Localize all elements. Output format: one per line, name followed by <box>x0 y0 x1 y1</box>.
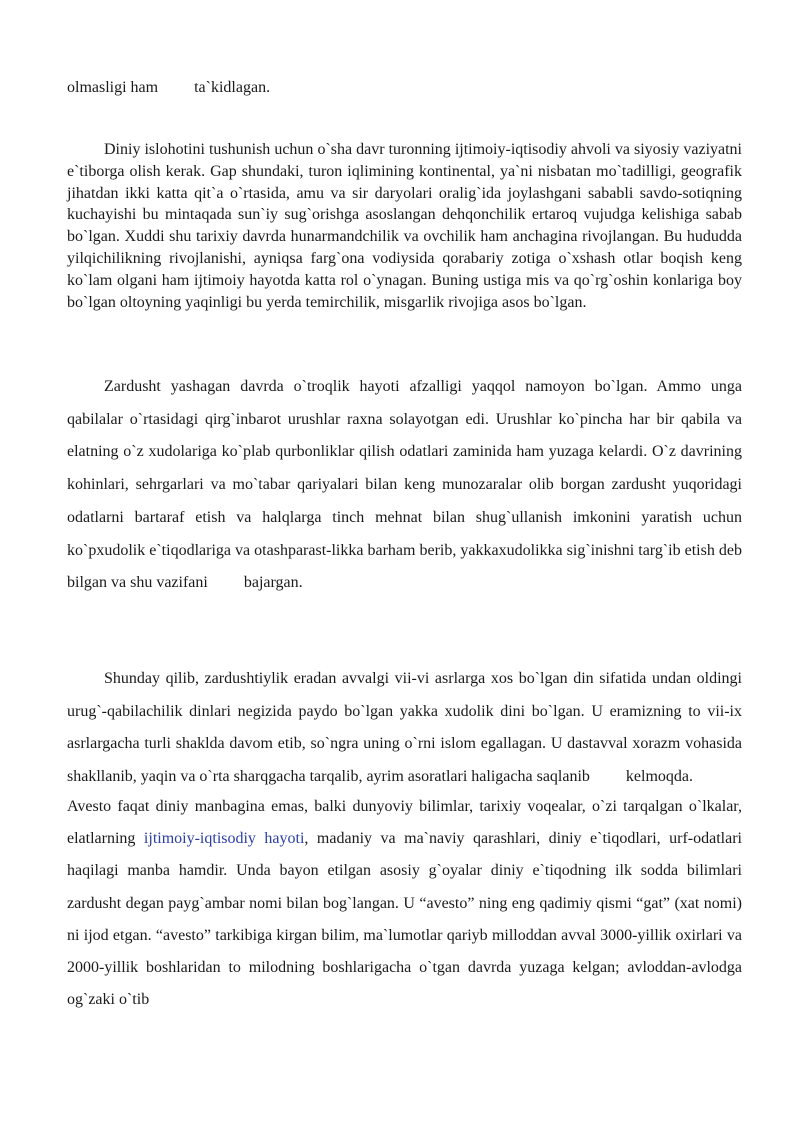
paragraph-zarathustra-end-a: vazifani <box>156 574 208 592</box>
continuation-text-b: ta`kidlagan. <box>194 79 271 96</box>
paragraph-zoroastrianism <box>67 663 742 793</box>
continuation-text-a: olmasligi ham <box>67 79 159 96</box>
paragraph-zarathustra-end-b: bajargan. <box>243 574 303 592</box>
paragraph-zoroastrianism-text: Shunday qilib, zardushtiylik eradan avvalgi vii-vi asrlarga xos bo`lgan din sifatida undan oldingi urug`-qabilachilik dinlari negizida paydo bo`lgan yakka xudolik dini bo`lgan. U eramizning to vii-ix asrlargacha turli shaklda davom etib, so`ngra uning o`rni islom egallagan. U dastavval xorazm vohasida shakllanib, yaqin va o`rta sharqgacha <box>67 670 742 785</box>
socio-economic-life-link[interactable]: ijtimoiy-iqtisodiy hayoti <box>143 830 305 848</box>
paragraph-avesto <box>67 791 742 1016</box>
paragraph-zarathustra-text: Zardusht yashagan davrda o`troqlik hayoti afzalligi yaqqol namoyon bo`lgan. Ammo unga qabilalar o`rtasidagi qirg`inbarot urushlar raxna solayotgan edi. Urushlar ko`pincha har bir qabila va elatning o`z xudolariga ko`plab qurbonliklar qilish odatlari zaminida ham yuzaga kelardi. O`z davrining kohinlari, sehrgarlari va mo`tabar qariyalari bilan keng munozaralar olib borgan zardusht yuqoridagi odatlarni bartaraf etish va halqlarga tinch mehnat bilan shug`ullanish imkonini yaratish uchun ko`pxudolik e`tiqodlariga va otashparast-likka barham berib, yakkaxudolikka sig`inishni targ`ib etish deb bilgan va shu <box>67 378 742 592</box>
paragraph-zarathustra-era <box>67 371 742 600</box>
paragraph-zoroastrianism-end-b: kelmoqda. <box>625 767 693 785</box>
paragraph-avesto-before-link: Avesto faqat diniy manbagina emas, balki dunyoviy bilimlar, tarixiy voqealar, o`zi tarqalgan o`lkalar, elatlarning <box>67 798 742 848</box>
paragraph-avesto-after-link: , madaniy va ma`naviy qarashlari, diniy e`tiqodlari, urf-odatlari haqilagi manba hamdir. Unda bayon etilgan asosiy g`oyalar diniy e`tiqodning ilk sodda bilimlari zardusht degan payg`ambar nomi bilan bog`langan. U “avesto” ning eng qadimiy qismi “gat” (xat nomi) ni ijod etgan. “avesto” tarkibiga kirgan bilim, ma`lumotlar qariyb milloddan avval 3000-yillik oxirlari va 2000-yillik boshlaridan to milodning boshlarigacha o`tgan davrda yuzaga kelgan; avloddan-avlodga og`zaki o`tib <box>67 830 742 1009</box>
continuation-line <box>67 76 270 100</box>
paragraph-religious-reform: Diniy islohotini tushunish uchun o`sha davr turonning ijtimoiy-iqtisodiy ahvoli va siyosiy vaziyatni e`tiborga olish kerak. Gap shundaki, turon iqlimining kontinental, ya`ni nisbatan mo`tadilligi, geografik jihatdan ikki katta qit`a o`rtasida, amu va sir daryolari oralig`ida joylashgani sababli savdo-sotiqning kuchayishi bu mintaqada sun`iy sug`orishga asoslangan dehqonchilik ertaroq vujudga kelishiga sabab bo`lgan. Xuddi shu tarixiy davrda hunarmandchilik va ovchilik ham anchagina rivojlangan. Bu hududda yilqichilikning rivojlanishi, ayniqsa farg`ona vodiysida qorabariy zotiga o`xshash otlar boqish keng ko`lam olgani ham ijtimoiy hayotda katta rol o`ynagan. Buning ustiga mis va qo`rg`oshin konlariga boy bo`lgan oltoyning yaqinligi bu yerda temirchilik, misgarlik rivojiga asos bo`lgan. <box>67 141 742 311</box>
paragraph-zoroastrianism-end-a: tarqalib, ayrim asoratlari haligacha saqlanib <box>309 767 590 785</box>
